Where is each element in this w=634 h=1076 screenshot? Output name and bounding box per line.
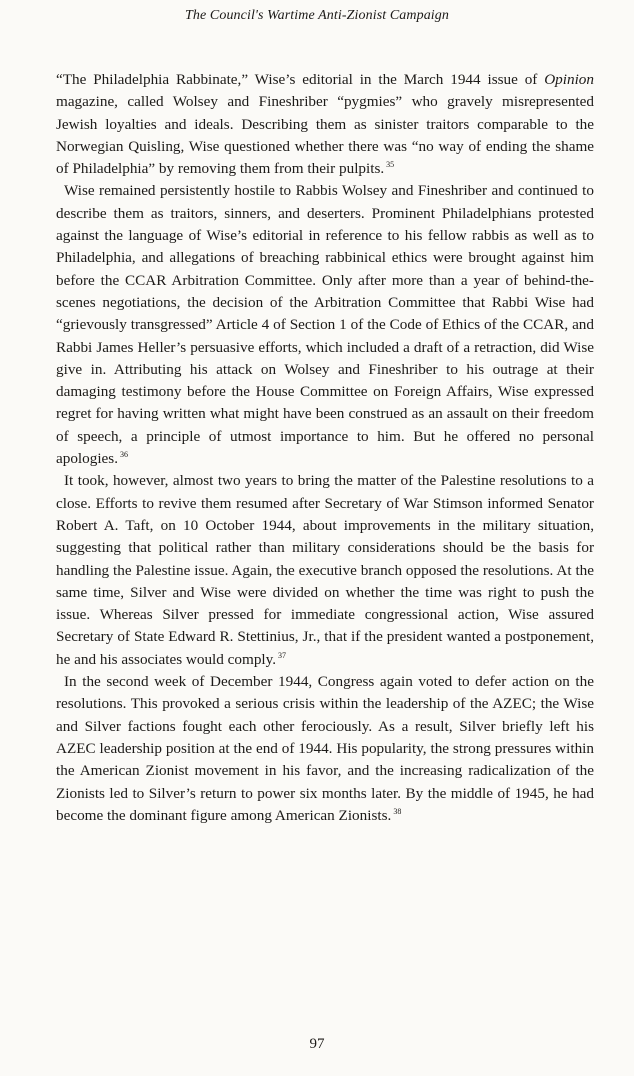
paragraph-3	[56, 470, 594, 671]
publication-title: Opinion	[544, 71, 594, 88]
footnote-marker: 38	[393, 806, 402, 816]
paragraph-3-text: It took, however, almost two years to bring the matter of the Palestine resolutions to a close. Efforts to revive them resumed after Secretary of War Stimson informed Senator Robert A. Taft, on 10 October 1944, about improvements in the military situation, suggesting that political rather than military considerations should be the basis for handling the Palestine issue. Again, the executive branch opposed the resolutions. At the same time, Silver and Wise were divided on whether the time was right to push the issue. Whereas Silver pressed for immediate congressional action, Wise assured Secretary of State Edward R. Stettinius, Jr., that if the president wanted a postponement, he and his associates would comply.	[56, 472, 594, 668]
paragraph-1	[56, 69, 594, 180]
paragraph-2-text: Wise remained persistently hostile to Rabbis Wolsey and Fineshriber and continued to describe them as traitors, sinners, and deserters. Prominent Philadelphians protested against the language of Wise’s editorial in reference to his fellow rabbis as well as to Philadelphia, and allegations of breaching rabbinical ethics were brought against him before the CCAR Arbitration Committee. Only after more than a year of behind-the-scenes negotiations, the decision of the Arbitration Committee that Rabbi Wise had “grievously transgressed” Article 4 of Section 1 of the Code of Ethics of the CCAR, and Rabbi James Heller’s persuasive efforts, which included a draft of a retraction, did Wise give in. Attributing his attack on Wolsey and Fineshriber to his outrage at their damaging testimony before the House Committee on Foreign Affairs, Wise expressed regret for having written what might have been construed as an assault on their freedom of speech, a principle of utmost importance to him. But he offered no personal apologies.	[56, 182, 594, 468]
paragraph-4	[56, 671, 594, 827]
footnote-marker: 35	[386, 160, 395, 170]
running-head: The Council's Wartime Anti-Zionist Campaign	[185, 8, 449, 23]
body-text	[56, 69, 594, 827]
footnote-marker: 36	[120, 450, 129, 460]
paragraph-4-text: In the second week of December 1944, Congress again voted to defer action on the resolutions. This provoked a serious crisis within the leadership of the AZEC; the Wise and Silver factions fought each other ferociously. As a result, Silver briefly left his AZEC leadership position at the end of 1944. His popularity, the strong pressures within the American Zionist movement in his favor, and the increasing radicalization of the Zionists led to Silver’s return to power six months later. By the middle of 1945, he had become the dominant figure among American Zionists.	[56, 673, 594, 824]
paragraph-1-text-a: “The Philadelphia Rabbinate,” Wise’s editorial in the March 1944 issue of	[56, 71, 545, 88]
page-number: 97	[309, 1036, 325, 1052]
paragraph-2	[56, 180, 594, 470]
footnote-marker: 37	[278, 650, 287, 660]
paragraph-1-text-b: magazine, called Wolsey and Fineshriber “pygmies” who gravely misrepresented Jewish loyalties and ideals. Describing them as sinister traitors comparable to the Norwegian Quisling, Wise questioned whether there was “no way of ending the shame of Philadelphia” by removing them from their pulpits.	[56, 93, 594, 178]
